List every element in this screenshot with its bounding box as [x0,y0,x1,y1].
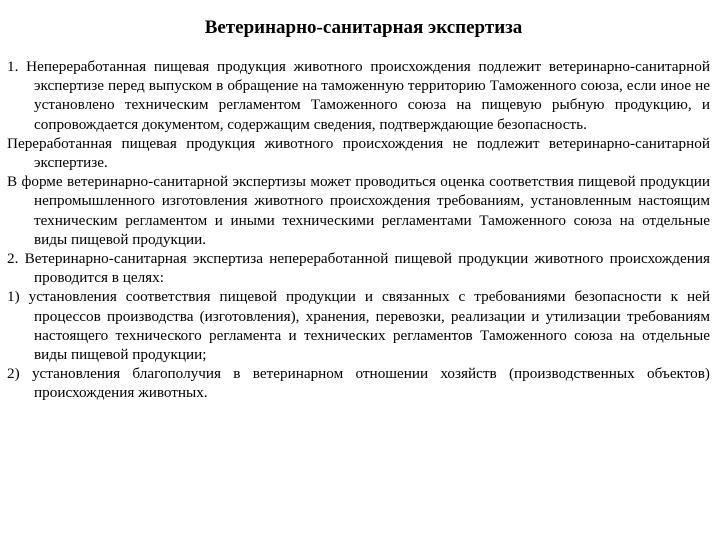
paragraph-subpoint-1: 1) установления соответствия пищевой продукции и связанных с требованиями безопасности к ней процессов производства (изготовления), хранения, перевозки, реализации и утилизации требованиям настоящего технического регламента и технических регламентов Таможенного союза на отдельные виды пищевой продукции; [7,288,710,364]
paragraph-processed-products: Переработанная пищевая продукция животного происхождения не подлежит ветеринарно-санитарной экспертизе. [7,134,710,172]
paragraph-point-1: 1. Непереработанная пищевая продукция животного происхождения подлежит ветеринарно-санитарной экспертизе перед выпуском в обращение на таможенную территорию Таможенного союза, если иное не установлено техническим регламентом Таможенного союза на пищевую рыбную продукцию, и сопровождается документом, содержащим сведения, подтверждающие безопасность. [7,58,710,133]
paragraph-subpoint-2: 2) установления благополучия в ветеринарном отношении хозяйств (производственных объектов) происхождения животных. [7,365,710,402]
paragraph-conformity-assessment: В форме ветеринарно-санитарной экспертизы может проводиться оценка соответствия пищевой продукции непромышленного изготовления животного происхождения требованиям, установленным настоящим техническим регламентом и иными техническими регламентами Таможенного союза на отдельные виды пищевой продукции. [7,173,710,248]
paragraph-point-2: 2. Ветеринарно-санитарная экспертиза непереработанной пищевой продукции животного происхождения проводится в целях: [7,250,710,287]
page-title: Ветеринарно-санитарная экспертиза [204,17,523,38]
